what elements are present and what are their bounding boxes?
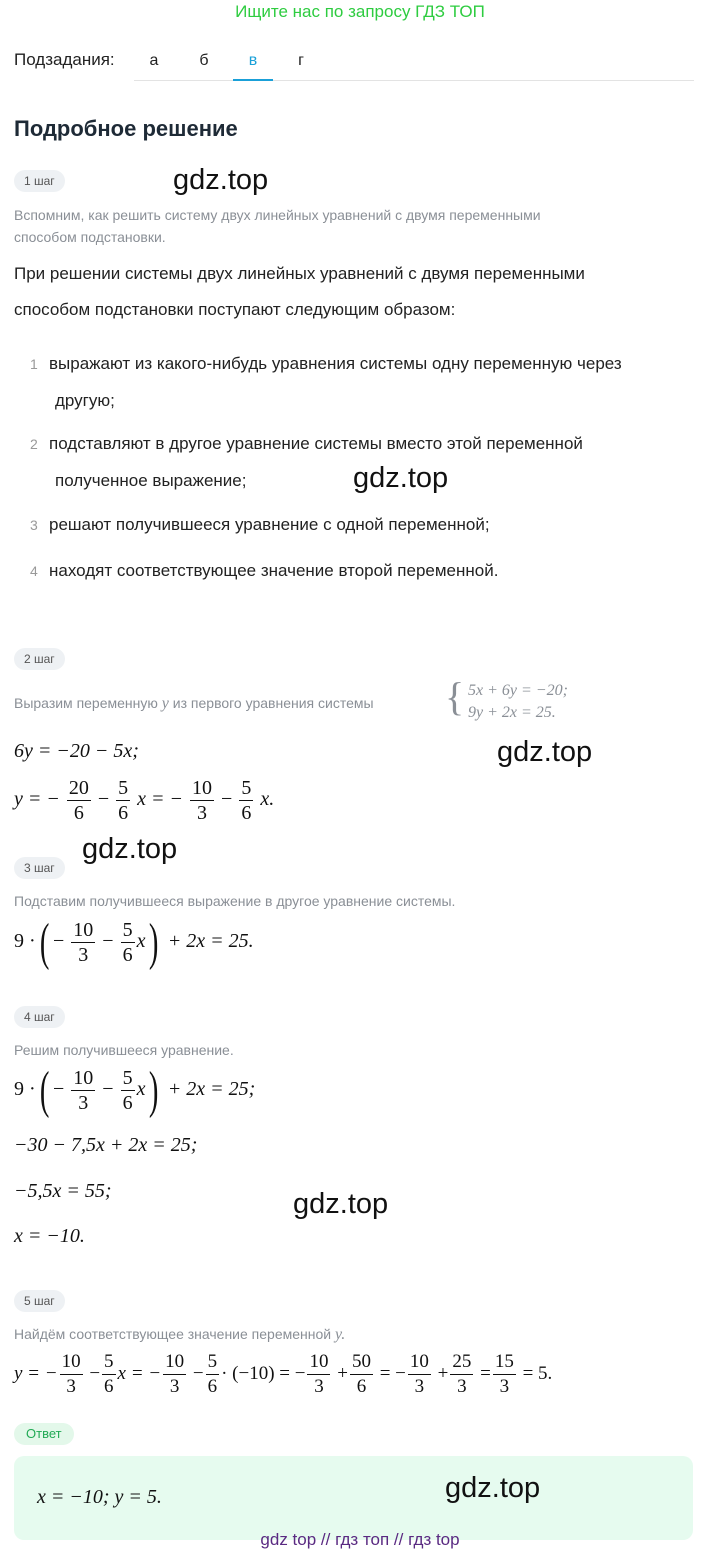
step-2-hint-text: Выразим переменную [14, 695, 158, 711]
list-item-number: 4 [30, 563, 38, 579]
step-1-hint-line-2: способом подстановки. [14, 229, 166, 245]
list-item: решают получившееся уравнение с одной переменной; [49, 515, 490, 534]
list-item: подставляют в другое уравнение системы вместо этой переменной [49, 434, 583, 453]
watermark: gdz.top [445, 1472, 541, 1504]
list-item-continued: полученное выражение; [55, 471, 247, 490]
step-1-intro-line-1: При решении системы двух линейных уравнений с двумя переменными [14, 264, 585, 283]
system-brace: { [445, 674, 465, 719]
top-banner: Ищите нас по запросу ГДЗ ТОП [235, 2, 485, 21]
step-2-badge: 2 шаг [14, 648, 65, 670]
list-item-number: 2 [30, 436, 38, 452]
equation-line: −30 − 7,5x + 2x = 25; [14, 1134, 198, 1156]
system-equation-1: 5x + 6y = −20; [468, 682, 568, 699]
watermark: gdz.top [353, 462, 449, 494]
equation-line: 9 ·( − $\frac{10}{3}$ − $\frac{5}{6}$ x) + 2x = 25; [14, 1061, 256, 1119]
step-3-badge: 3 шаг [14, 857, 65, 879]
step-1-hint-line-1: Вспомним, как решить систему двух линейных уравнений с двумя переменными [14, 207, 541, 223]
watermark: gdz.top [497, 736, 593, 768]
subtasks-label: Подзадания: [14, 50, 115, 69]
equation-line: 6y = −20 − 5x; [14, 740, 139, 762]
answer-badge: Ответ [14, 1423, 74, 1445]
subtask-tab-b[interactable]: б [199, 52, 209, 69]
equation-line: 9 ·( − $\frac{10}{3}$ − $\frac{5}{6}$ x) + 2x = 25. [14, 913, 254, 971]
system-equation-2: 9y + 2x = 25. [468, 704, 556, 721]
step-5-badge: 5 шаг [14, 1290, 65, 1312]
step-4-badge: 4 шаг [14, 1006, 65, 1028]
equation-line: −5,5x = 55; [14, 1180, 112, 1202]
page-title: Подробное решение [14, 116, 238, 141]
subtask-tab-v[interactable]: в [233, 42, 273, 81]
step-1-badge: 1 шаг [14, 170, 65, 192]
step-2-hint-variable: y [161, 695, 169, 712]
list-item: выражают из какого-нибудь уравнения системы одну переменную через [49, 354, 622, 373]
list-item-number: 3 [30, 517, 38, 533]
step-5-hint-text: Найдём соответствующее значение переменной [14, 1326, 332, 1342]
equation-line: y = − $\frac{20}{6}$ − $\frac{5}{6}$ x = − $\frac{10}{3}$ − $\frac{5}{6}$ x. [14, 777, 275, 824]
watermark: gdz.top [293, 1188, 389, 1220]
step-2-hint-rest: из первого уравнения системы [172, 695, 374, 711]
subtask-tab-g[interactable]: г [298, 52, 304, 69]
watermark: gdz.top [82, 833, 178, 865]
answer-text: x = −10; y = 5. [37, 1486, 162, 1508]
step-4-hint: Решим получившееся уравнение. [14, 1042, 234, 1058]
equation-line: y = − $\frac{10}{3}$ − $\frac{5}{6}$ x = − $\frac{10}{3}$ − $\frac{5}{6}$ · (−10) = − $\frac{10}{3}$ + $\frac{50}{6}$ = − $\frac{10}{3}$ + $\frac{25}{3}$ = $\frac{15}{3}$ = 5. [14, 1351, 553, 1397]
equation-line: x = −10. [14, 1225, 85, 1247]
step-1-intro-line-2: способом подстановки поступают следующим образом: [14, 300, 456, 319]
list-item-continued: другую; [55, 391, 115, 410]
step-2-hint [14, 692, 374, 715]
list-item: находят соответствующее значение второй переменной. [49, 561, 499, 580]
watermark: gdz.top [173, 164, 269, 196]
step-3-hint: Подставим получившееся выражение в другое уравнение системы. [14, 893, 456, 909]
subtask-tabs [134, 42, 694, 81]
footer-links[interactable]: gdz top // гдз топ // гдз top [260, 1530, 460, 1549]
list-item-number: 1 [30, 356, 38, 372]
step-5-hint [14, 1323, 345, 1346]
step-5-hint-variable: y. [335, 1326, 346, 1343]
subtask-tab-a[interactable]: а [149, 52, 159, 69]
